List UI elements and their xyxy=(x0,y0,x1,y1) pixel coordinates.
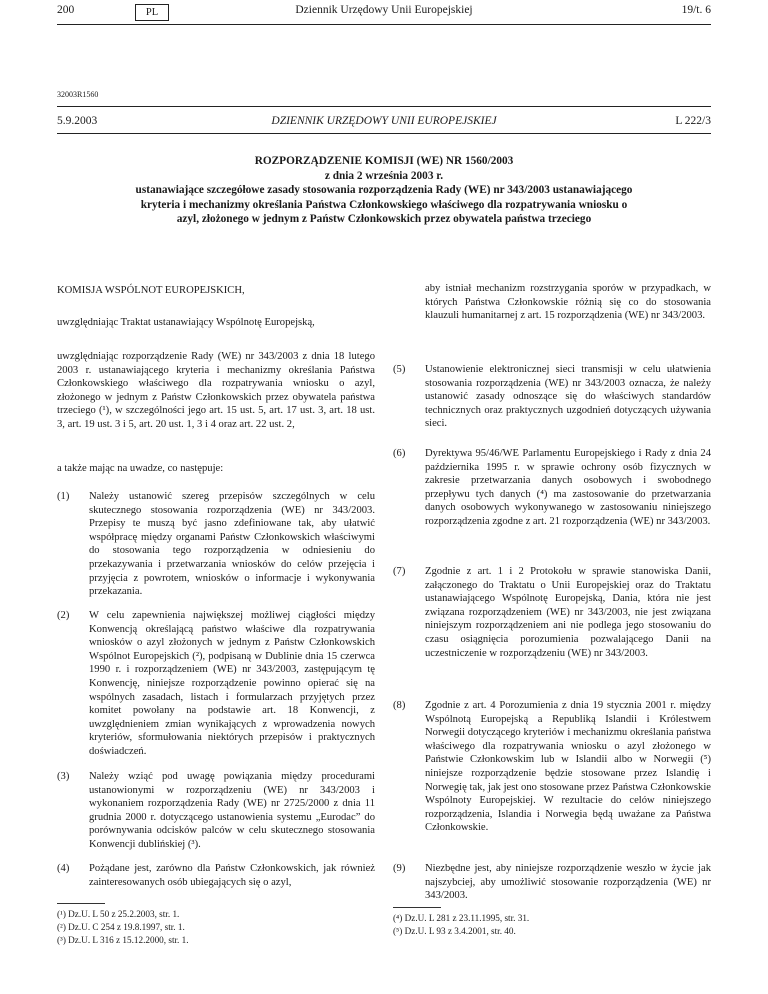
recital-number: (9) xyxy=(393,863,406,874)
recital-number: (7) xyxy=(393,566,406,577)
recital-number: (4) xyxy=(57,863,70,874)
celex-number: 32003R1560 xyxy=(57,90,99,99)
recital-number: (8) xyxy=(393,700,406,711)
title-line-3: ustanawiające szczegółowe zasady stosowania rozporządzenia Rady (WE) nr 343/2003 ustanawiającego xyxy=(135,184,633,196)
recital-number: (5) xyxy=(393,364,406,375)
footnote: (²) Dz.U. C 254 z 19.8.1997, str. 1. xyxy=(57,922,185,932)
page-number: 200 xyxy=(57,4,75,16)
recital-text: Ustanowienie elektronicznej sieci transmisji w celu ułatwienia stosowania rozporządzenia (WE) nr 343/2003 oznacza, że należy ustanowić zasady odnoszące się do właściwych standardów technicznych oraz praktycznych uzgodnień dotyczących używania sieci. xyxy=(425,364,711,430)
having-regard-treaty: uwzględniając Traktat ustanawiający Wspólnotę Europejską, xyxy=(57,317,315,328)
title-line-1: ROZPORZĄDZENIE KOMISJI (WE) NR 1560/2003 xyxy=(254,155,514,167)
whereas-intro: a także mając na uwadze, co następuje: xyxy=(57,463,224,474)
journal-name-caps: DZIENNIK URZĘDOWY UNII EUROPEJSKIEJ xyxy=(271,115,497,127)
recital-text: Zgodnie z art. 1 i 2 Protokołu w sprawie stanowiska Danii, załączonego do Traktatu o Unii Europejskiej oraz do Traktatu ustanawiającego Wspólnotę Europejską, Dania, która nie jest związana rozporządzeniem (WE) nr 343/2003, nie jest związana niniejszym rozporządzeniem ani nie podlega jego stosowaniu do czasu osiągnięcia porozumienia pozwalającego Danii na uczestniczenie w rozporządzeniu (WE) nr 343/2003. xyxy=(425,566,711,659)
header-rule xyxy=(57,24,711,25)
title-line-4: kryteria i mechanizmy określania Państwa Członkowskiego właściwego dla rozpatrywania wniosku o xyxy=(140,198,628,211)
recital-number: (6) xyxy=(393,448,406,459)
title-line-2: z dnia 2 września 2003 r. xyxy=(324,169,444,182)
recital-text-continued: aby istniał mechanizm rozstrzygania sporów w przypadkach, w których Państwa Członkowskie różnią się co do stosowania klauzuli humanitarnej z art. 15 rozporządzenia (WE) nr 343/2003. xyxy=(425,283,711,322)
footnote: (¹) Dz.U. L 50 z 25.2.2003, str. 1. xyxy=(57,909,180,919)
oj-reference: L 222/3 xyxy=(675,115,711,127)
footnote-rule xyxy=(393,907,441,908)
oj-rule-bottom xyxy=(57,133,711,134)
recital-number: (2) xyxy=(57,610,70,621)
oj-rule-top xyxy=(57,106,711,107)
recital-number: (3) xyxy=(57,771,70,782)
recital-text: Zgodnie z art. 4 Porozumienia z dnia 19 stycznia 2001 r. między Wspólnotą Europejską a Republiką Islandii i Królestwem Norwegii dotyczącego kryteriów i mechanizmu określania państwa właściwego dla rozpatrywania wniosku o azyl złożonego w Państwie Członkowskim lub w Islandii albo w Norwegii (⁵) niniejsze rozporządzenie będzie stosowane przez Islandię i Norwegię tak, jak jest ono stosowane przez Państwa Członkowskie Wspólnoty Europejskiej. W rezultacie do celów niniejszego rozporządzenia, Islandia i Norwegia będą uważane za Państwa Członkowskie. xyxy=(425,700,711,834)
recital-text: Dyrektywa 95/46/WE Parlamentu Europejskiego i Rady z dnia 24 października 1995 r. w sprawie ochrony osób fizycznych w zakresie przetwarzania danych osobowych i swobodnego przepływu tych danych (⁴) ma zastosowanie do przetwarzania danych osobowych wykonywanego w zastosowaniu niniejszego rozporządzenia zgodne z art. 21 rozporządzenia (WE) nr 343/2003. xyxy=(425,448,711,527)
recital-number: (1) xyxy=(57,491,70,502)
publication-date: 5.9.2003 xyxy=(57,115,98,127)
recital-text: Niezbędne jest, aby niniejsze rozporządzenie weszło w życie jak najszybciej, aby umożliwić stosowanie rozporządzenia (WE) nr 343/2003. xyxy=(425,863,711,902)
footnote: (⁴) Dz.U. L 281 z 23.11.1995, str. 31. xyxy=(393,913,530,923)
footnote: (³) Dz.U. L 316 z 15.12.2000, str. 1. xyxy=(57,935,189,945)
journal-name: Dziennik Urzędowy Unii Europejskiej xyxy=(295,4,473,16)
having-regard-regulation: uwzględniając rozporządzenie Rady (WE) nr 343/2003 z dnia 18 lutego 2003 r. ustanawiającego kryteria i mechanizmy określania Państwa Członkowskiego właściwego dla rozpatrywania wniosku o azyl, złożonego w jednym z Państw Członkowskich przez obywatela państwa trzeciego (¹), w szczególności jego art. 15 ust. 5, art. 17 ust. 3, art. 18 ust. 3, art. 19 ust. 3 i 5, art. 20 ust. 1, 3 i 4 oraz art. 22 ust. 2, xyxy=(57,351,375,430)
footnote: (⁵) Dz.U. L 93 z 3.4.2001, str. 40. xyxy=(393,926,516,936)
recital-text: W celu zapewnienia największej możliwej ciągłości między Konwencją określającą państwo właściwe dla rozpatrywania wniosków o azyl złożonych w jednym z Państw Członkowskich Wspólnot Europejskich (²), podpisaną w Dublinie dnia 15 czerwca 1990 r. i rozporządzeniem (WE) nr 343/2003, zastępującym tę Konwencję, niniejsze rozporządzenie powinno opierać się na wspólnych zasadach, listach i formularzach przyjętych przez komitet powołany na podstawie art. 18 Konwencji, z uwzględnieniem zmian wynikających z wprowadzenia nowych kryteriów, sformułowania niektórych przepisów i praktycznych doświadczeń. xyxy=(89,610,375,757)
footnote-rule xyxy=(57,903,105,904)
institution: KOMISJA WSPÓLNOT EUROPEJSKICH, xyxy=(57,285,245,296)
regulation-title xyxy=(57,154,711,227)
volume-number: 19/t. 6 xyxy=(681,4,711,16)
language-code-box: PL xyxy=(135,4,169,21)
recital-text: Należy ustanowić szereg przepisów szczególnych w celu skutecznego stosowania rozporządzenia (WE) nr 343/2003. Przepisy te muszą być jasno zdefiniowane tak, aby ułatwić współpracę między organami Państw Członkowskich właściwymi do stosowania tego rozporządzenia w odniesieniu do przekazywania i przetwarzania wniosków do celów przejęcia i przyjęcia z powrotem, wniosków o informacje i wykonywania przekazania. xyxy=(89,491,375,598)
title-line-5: azyl, złożonego w jednym z Państw Członkowskich przez obywatela państwa trzeciego xyxy=(176,213,592,225)
recital-text: Pożądane jest, zarówno dla Państw Członkowskich, jak również zainteresowanych osób ubiegających się o azyl, xyxy=(89,863,375,888)
recital-text: Należy wziąć pod uwagę powiązania między procedurami ustanowionymi w rozporządzeniu (WE) nr 343/2003 i wykonaniem rozporządzenia Rady (WE) nr 2725/2000 z dnia 11 grudnia 2000 r. dotyczącego ustanowienia systemu „Eurodac” do porównywania odcisków palców w celu skutecznego stosowania Konwencji dublińskiej (³). xyxy=(89,771,375,850)
